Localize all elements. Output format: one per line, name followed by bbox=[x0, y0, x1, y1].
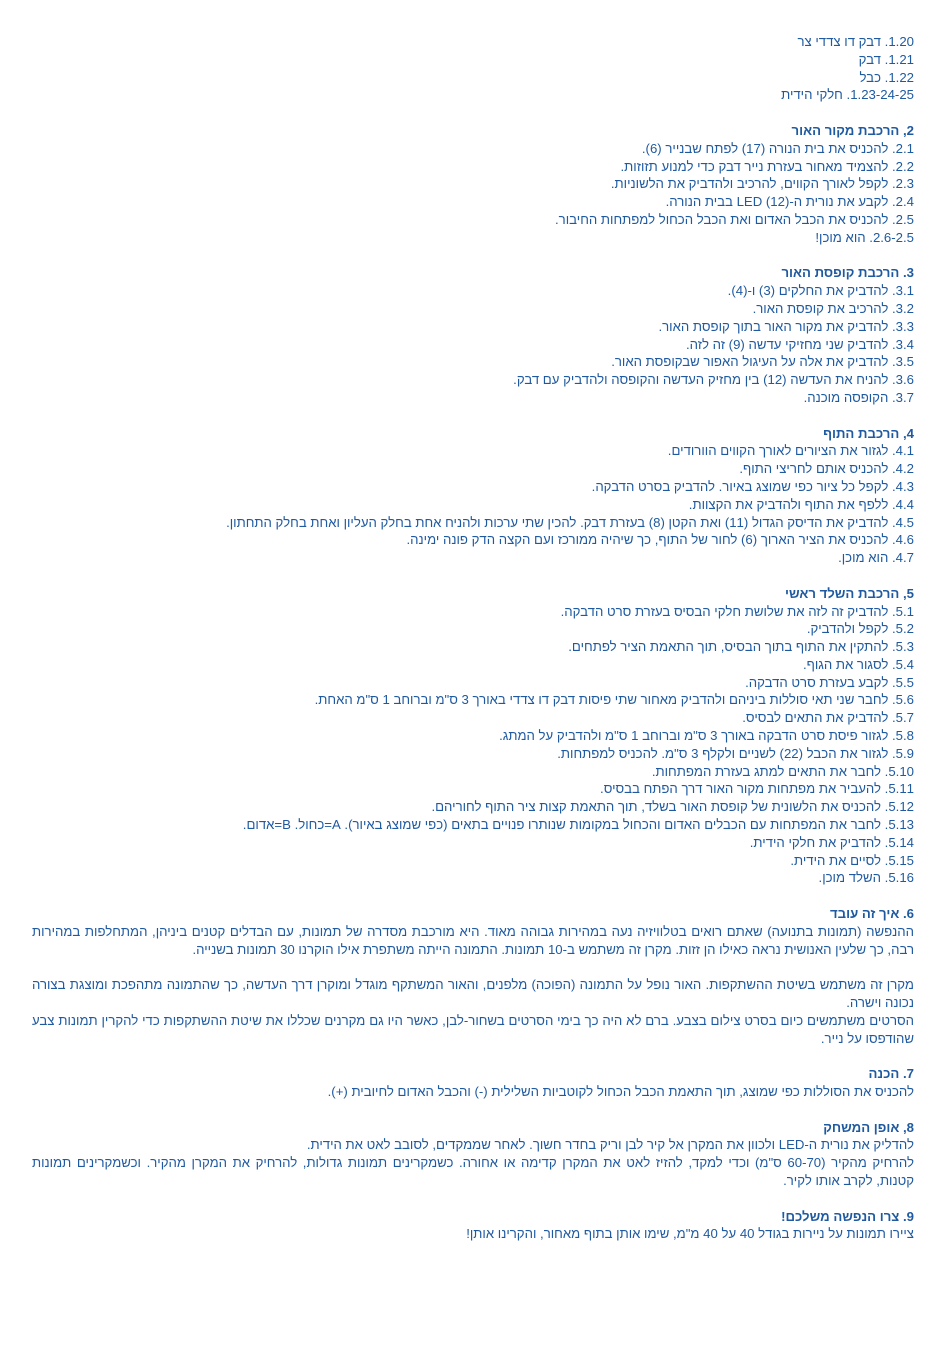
step-item: 2.4. לקבע את נורית ה-LED (12) בבית הנורה. bbox=[665, 194, 914, 210]
step-item: 5.9. לגזור את הכבל (22) לשניים ולקלף 3 ס"מ. להכניס למפתחות. bbox=[557, 745, 914, 761]
step-item: 5.14. להדביק את חלקי הידית. bbox=[749, 834, 914, 850]
section-heading: 6. איך זה עובד bbox=[829, 906, 914, 922]
spacer bbox=[32, 1101, 914, 1119]
step-item: 4.2. להכניס אותם לחריצי התוף. bbox=[739, 461, 914, 477]
paragraph: ההנפשה (תמונות בתנועה) שאתם רואים בטלוויזיה נעה במהירות גבוהה מאוד. היא מורכבת מסדרה של תמונות, עם הבדלים קטנים ביניהן, המתחלפות במהירות רבה, כך שלעין האנושית נראה כאילו הן זזות. מקרן זה משתמש ב-10 תמונות. התמונה הייתה משתפרת אילו הוקרנו 30 תמונות בשנייה. bbox=[32, 923, 914, 957]
section-light-box bbox=[32, 264, 914, 406]
spacer bbox=[32, 407, 914, 425]
step-item: 5.3. להתקין את התוף בתוך הבסיס, תוך התאמת הציר לפתחים. bbox=[568, 639, 914, 655]
spacer bbox=[32, 247, 914, 265]
step-item: 5.6. לחבר שני תאי סוללות ביניהם ולהדביק מאחור שתי פיסות דבק דו צדדי באורך 3 ס"מ וברוחב 1 ס"מ האחת. bbox=[314, 692, 914, 708]
paragraph: להרחיק מהקיר (60-70 ס"מ) וכדי למקד, להזיז לאט את המקרן קדימה או אחורה. כשמקרינים תמונות גדולות, להרחיק את המקרן מהקיר. וכשמקרינים תמונות קטנות, לקרב אותו לקיר. bbox=[32, 1155, 914, 1188]
step-item: 3.2. להרכיב את קופסת האור. bbox=[752, 300, 914, 316]
step-item: 2.5. להכניס את הכבל האדום ואת הכבל הכחול למפתחות החיבור. bbox=[555, 211, 914, 227]
step-item: 5.12. להכניס את הלשונית של קופסת האור בשלד, תוך התאמת קצות ציר התוף לחוריהם. bbox=[431, 799, 914, 815]
step-item: 5.11. להעביר את מפתחות מקור האור דרך הפתח בבסיס. bbox=[600, 781, 914, 797]
parts-list-item: 1.23-24-25. חלקי הידית bbox=[781, 87, 914, 103]
step-item: 5.16. השלד מוכן. bbox=[818, 870, 914, 886]
step-item: 3.4. להדביק שני מחזיקי עדשה (9) זה לזה. bbox=[685, 336, 914, 352]
step-item: 5.15. לסיים את הידית. bbox=[790, 852, 914, 868]
step-item: 4.5. להדביק את הדיסק הגדול (11) ואת הקטן (8) בעזרת דבק. להכין שתי ערכות ולהניח אחת בחלק העליון ואחת בחלק התחתון. bbox=[226, 514, 914, 530]
step-item: 2.3. לקפל לאורך הקווים, להרכיב ולהדביק את הלשוניות. bbox=[610, 176, 914, 192]
step-item: 4.7. הוא מוכן. bbox=[838, 550, 914, 566]
step-item: 3.7. הקופסה מוכנה. bbox=[803, 389, 914, 405]
spacer bbox=[32, 104, 914, 122]
step-item: 4.4. ללפף את התוף ולהדביק את הקצוות. bbox=[688, 496, 914, 512]
step-item: 3.1. להדביק את החלקים (3) ו-(4). bbox=[727, 283, 914, 299]
step-item: 5.5. לקבע בעזרת סרט הדבקה. bbox=[745, 674, 914, 690]
step-item: 5.1. להדביק זה לזה את שלושת חלקי הבסיס בעזרת סרט הדבקה. bbox=[560, 603, 914, 619]
section-main-frame bbox=[32, 585, 914, 888]
section-preparation bbox=[32, 1065, 914, 1101]
step-item: 4.3. לקפל כל ציור כפי שמוצג באיור. להדביק בסרט הדבקה. bbox=[591, 478, 914, 494]
section-heading: 8, אופן המשחק bbox=[823, 1119, 914, 1135]
spacer bbox=[32, 887, 914, 905]
section-heading: 5, הרכבת השלד ראשי bbox=[785, 585, 914, 601]
paragraph: להדליק את נורית ה-LED ולכוון את המקרן אל קיר לבן וריק בחדר חשוך. לאחר שממקדים, לסובב לאט את הידית. bbox=[306, 1137, 914, 1153]
step-item: 2.1. להכניס את בית הנורה (17) לפתח שבנייר (6). bbox=[641, 140, 914, 156]
step-item: 5.8. לגזור פיסת סרט הדבקה באורך 3 ס"מ וברוחב 1 ס"מ ולהדביק על המתג. bbox=[499, 728, 914, 744]
step-item: 4.6. להכניס את הציר הארוך (6) לחור של התוף, כך שיהיה ממורכז ועם הקצה הדק פונה ימינה. bbox=[406, 532, 914, 548]
parts-list-item: 1.21. דבק bbox=[858, 51, 914, 67]
step-item: 3.6. להניח את העדשה (12) בין מחזיק העדשה והקופסה ולהדביק עם דבק. bbox=[513, 372, 914, 388]
step-item: 5.13. לחבר את המפתחות עם הכבלים האדום והכחול במקומות שנותרו פנויים בתאים (כפי שמוצג באיור). A=כחול. B=אדום. bbox=[242, 817, 914, 833]
instruction-page bbox=[32, 33, 914, 1243]
step-item: 2.2. להצמיד מאחור בעזרת נייר דבק כדי למנוע תזוזות. bbox=[620, 158, 914, 174]
step-item: 5.4. לסגור את הגוף. bbox=[802, 656, 914, 672]
section-how-to-play bbox=[32, 1119, 914, 1190]
spacer bbox=[32, 1047, 914, 1065]
spacer bbox=[32, 1190, 914, 1208]
parts-list-item: 1.22. כבל bbox=[859, 69, 914, 85]
step-item: 5.10. לחבר את התאים למתג בעזרת המפתחות. bbox=[651, 763, 914, 779]
section-heading: 2, הרכבת מקור האור bbox=[791, 122, 914, 138]
step-item: 5.7. להדביק את התאים לבסיס. bbox=[742, 710, 914, 726]
parts-list-item: 1.20. דבק דו צדדי צר bbox=[797, 34, 914, 49]
section-light-source bbox=[32, 122, 914, 247]
section-heading: 9. צרו הנפשה משלכם! bbox=[781, 1208, 914, 1224]
step-item: 3.5. להדביק את אלה על העיגול האפור שבקופסת האור. bbox=[611, 354, 914, 370]
paragraph: מקרן זה משתמש בשיטת ההשתקפות. האור נופל על התמונה (הפוכה) מלפנים, והאור המשתקף מוגדל ומוקרן דרך העדשה, כך שהתמונה מתהפכת ומוצגת בצורה נכונה וישרה. bbox=[32, 977, 914, 1011]
section-heading: 4, הרכבת התוף bbox=[823, 425, 914, 441]
section-how-it-works bbox=[32, 905, 914, 1047]
paragraph: להכניס את הסוללות כפי שמוצג, תוך התאמת הכבל הכחול לקוטביות השלילית (-) והכבל האדום לחיובית (+). bbox=[327, 1084, 914, 1100]
parts-list bbox=[32, 33, 914, 104]
paragraph: ציירו תמונות על ניירות בגודל 40 על 40 מ"מ, שימו אותן בתוף מאחור, והקרינו אותן! bbox=[466, 1226, 914, 1242]
step-item: 5.2. לקפל ולהדביק. bbox=[806, 621, 914, 637]
spacer bbox=[32, 958, 914, 976]
step-item: 3.3. להדביק את מקור האור בתוך קופסת האור. bbox=[658, 318, 914, 334]
paragraph: הסרטים משתמשים כיום בסרט צילום בצבע. ברם לא היה כך בימי הסרטים בשחור-לבן, כאשר היו גם מקרנים שכללו את שיטת ההשתקפות כדי להקרין תמונות צבע שהודפסו על נייר. bbox=[32, 1012, 914, 1046]
step-item: 2.6-2.5. הוא מוכן! bbox=[815, 229, 914, 245]
step-item: 4.1. לגזור את הציורים לאורך הקווים הוורודים. bbox=[667, 443, 914, 459]
section-heading: 7. הכנה bbox=[868, 1066, 914, 1082]
section-drum bbox=[32, 425, 914, 567]
section-heading: 3. הרכבת קופסת האור bbox=[781, 265, 914, 281]
section-create-animation bbox=[32, 1208, 914, 1244]
spacer bbox=[32, 567, 914, 585]
